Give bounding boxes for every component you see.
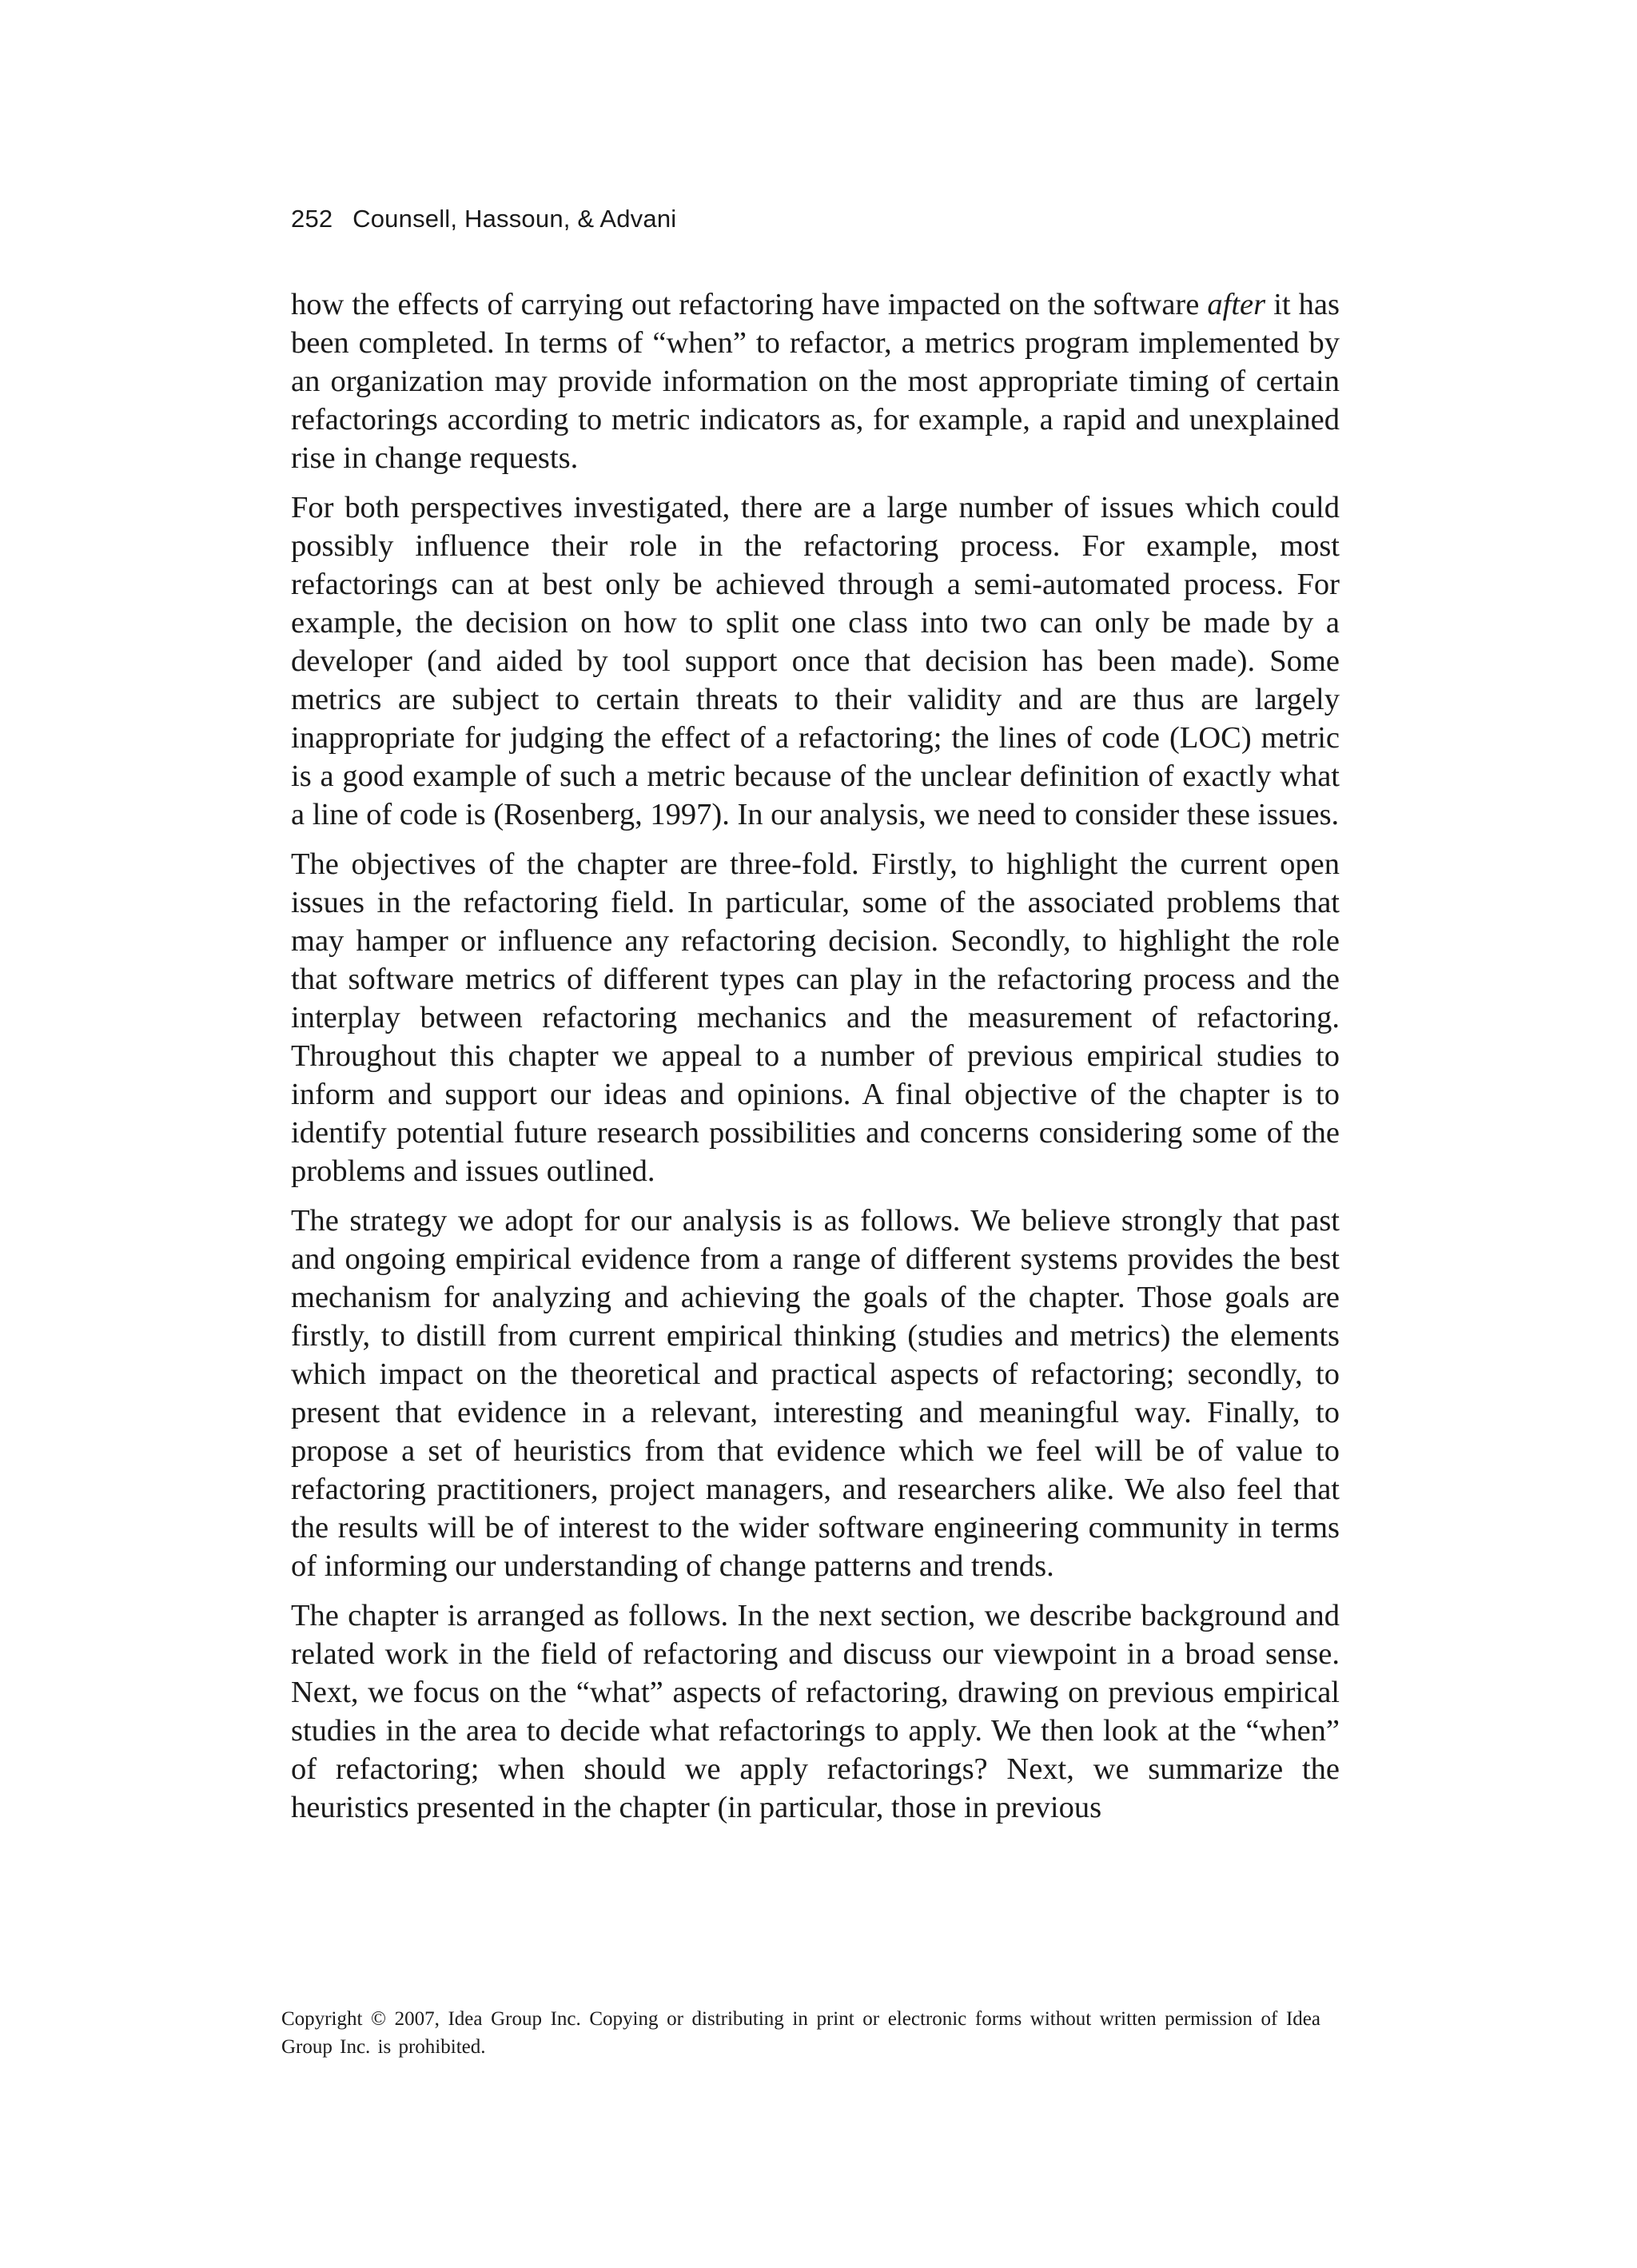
paragraph-1-end: it has been completed. In terms of “when” to refactor, a metrics program implemented by an organization may provide information on the most appropriate timing of certain refactorings according to metric indicators as, for example, a rapid and unexplained rise in change requests.: [291, 288, 1340, 475]
paragraph-3: The objectives of the chapter are three-fold. Firstly, to highlight the current open issues in the refactoring field. In particular, some of the associated problems that may hamper or influence any refactoring decision. Secondly, to highlight the role that software metrics of different types can play in the refactoring process and the interplay between refactoring mechanics and the measurement of refactoring. Throughout this chapter we appeal to a number of previous empirical studies to inform and support our ideas and opinions. A final objective of the chapter is to identify potential future research possibilities and concerns considering some of the problems and issues outlined.: [291, 847, 1340, 1188]
paragraph-4: The strategy we adopt for our analysis is as follows. We believe strongly that past and ongoing empirical evidence from a range of different systems provides the best mechanism for analyzing and achieving the goals of the chapter. Those goals are firstly, to distill from current empirical thinking (studies and metrics) the elements which impact on the theoretical and practical aspects of refactoring; secondly, to present that evidence in a relevant, interesting and meaningful way. Finally, to propose a set of heuristics from that evidence which we feel will be of value to refactoring practitioners, project managers, and researchers alike. We also feel that the results will be of interest to the wider software engineering community in terms of informing our understanding of change patterns and trends.: [291, 1204, 1340, 1583]
body-text: [291, 285, 1340, 1838]
running-head-authors: Counsell, Hassoun, & Advani: [352, 205, 677, 233]
paragraph-5: The chapter is arranged as follows. In the next section, we describe background and related work in the field of refactoring and discuss our viewpoint in a broad sense. Next, we focus on the “what” aspects of refactoring, drawing on previous empirical studies in the area to decide what refactorings to apply. We then look at the “when” of refactoring; when should we apply refactorings? Next, we summarize the heuristics presented in the chapter (in particular, those in previous: [291, 1599, 1340, 1824]
paragraph-1: [291, 285, 1340, 477]
paragraph-1-start: how the effects of carrying out refactoring have impacted on the software: [291, 288, 1208, 321]
paragraph-2: For both perspectives investigated, there are a large number of issues which could possibly influence their role in the refactoring process. For example, most refactorings can at best only be achieved through a semi-automated process. For example, the decision on how to split one class into two can only be made by a developer (and aided by tool support once that decision has been made). Some metrics are subject to certain threats to their validity and are thus are largely inappropriate for judging the effect of a refactoring; the lines of code (LOC) metric is a good example of such a metric because of the unclear definition of exactly what a line of code is (Rosenberg, 1997). In our analysis, we need to consider these issues.: [291, 491, 1340, 831]
page-number: 252: [291, 205, 333, 233]
copyright-footer: Copyright © 2007, Idea Group Inc. Copying or distributing in print or electronic forms without written permission of Idea Group Inc. is prohibited.: [281, 2008, 1320, 2058]
emphasis-after: after: [1207, 288, 1266, 321]
running-head: [291, 206, 676, 231]
